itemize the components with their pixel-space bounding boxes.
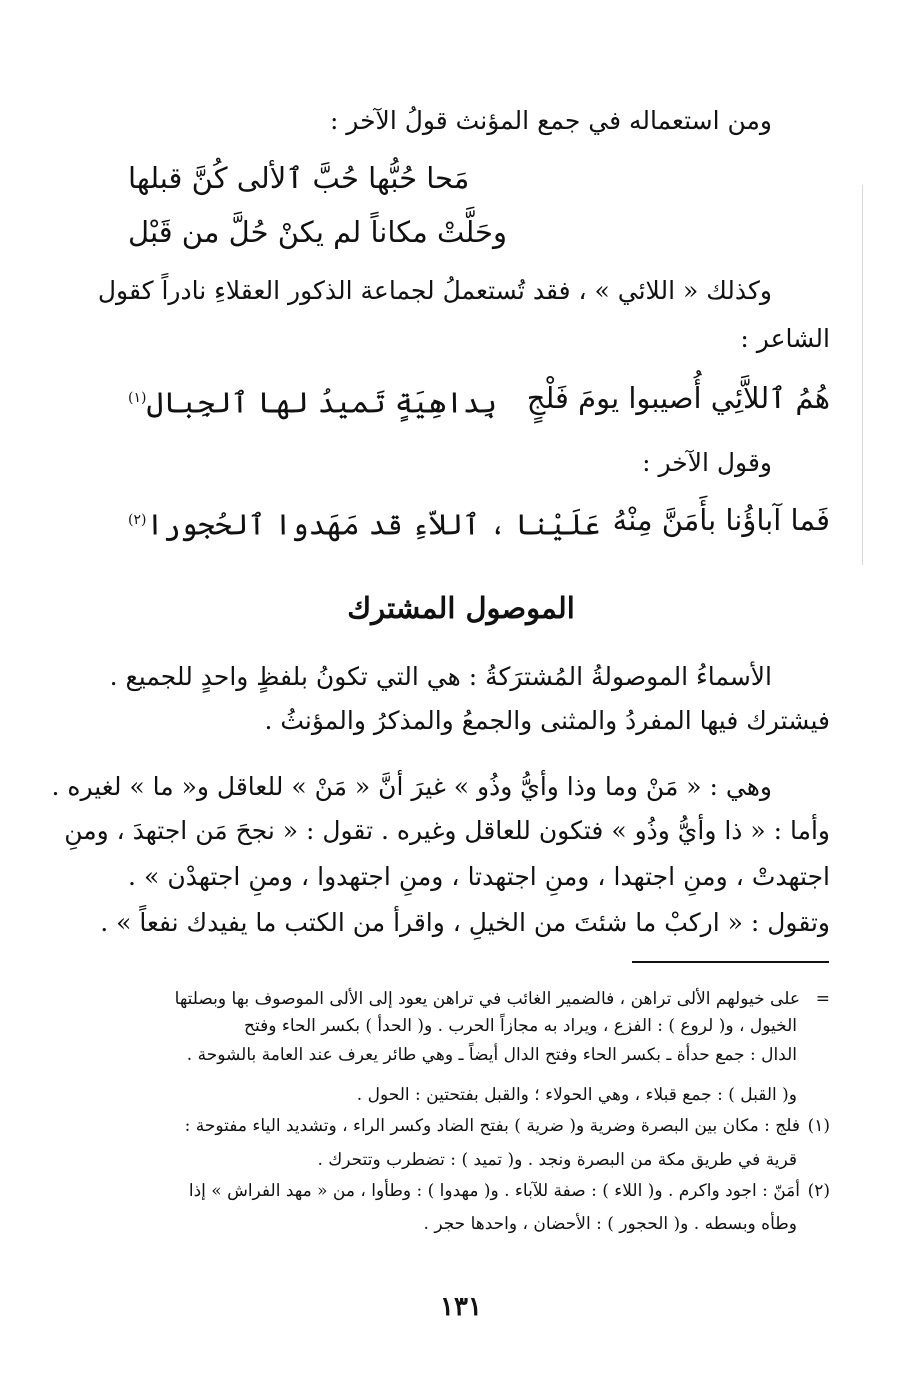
footnote-continued-line-2: الخيول ، و( لروع ) : الفزع ، ويراد به مجازاً الحرب . و( الحدأ ) بكسر الحاء وفتح (244, 1016, 797, 1036)
margin-rule (862, 185, 863, 565)
paragraph-allai-line-2: الشاعر : (740, 324, 830, 353)
verse-2-left-hemistich: بِداهِيَةٍ تَميدُ لها ٱلجِبال (146, 385, 497, 420)
footnote-2-line-2: وطأه وبسطه . و( الحجور ) : الأحضان ، واحدها حجر . (423, 1214, 797, 1234)
examples-line-4: وتقول : « اركبْ ما شئتَ من الخيلِ ، واقرأ من الكتب ما يفيدك نفعاً » . (100, 908, 830, 937)
footnote-continued-line-3: الدال : جمع حدأة ـ بكسر الحاء وفتح الدال أيضاً ـ وهي طائر يعرف عند العامة بالشوحة . (186, 1045, 797, 1065)
footnote-continuation-mark: = (815, 989, 830, 1009)
paragraph-other-poet: وقول الآخر : (642, 448, 772, 477)
verse-2-right-hemistich: هُمُ ٱللاَّئِي أُصيبوا يومَ فَلْجٍ (526, 381, 830, 415)
verse-3-left-hemistich: عَلَيْنا ، ٱللاّءِ قد مَهَدوا ٱلحُجورا (146, 507, 601, 542)
paragraph-allai-line-1: وكذلك « اللائي » ، فقد تُستعملُ لجماعة الذكور العقلاءِ نادراً كقول (97, 276, 772, 305)
examples-line-3: اجتهدتْ ، ومنِ اجتهدا ، ومنِ اجتهدتا ، ومنِ اجتهدوا ، ومنِ اجتهدْن » . (128, 862, 830, 891)
verse-1-hemistich-1: مَحا حُبُّها حُبَّ ٱلألى كُنَّ قبلها (128, 161, 470, 195)
verse-1-line-2 (128, 212, 830, 252)
verse-2 (128, 378, 830, 418)
footnote-1-line-2: قرية في طريق مكة من البصرة ونجد . و( تميد ) : تضطرب وتتحرك . (317, 1150, 797, 1170)
footnote-separator (632, 961, 829, 963)
examples-line-2: وأما : « ذا وأيُّ وذُو » فتكون للعاقل وغيره . تقول : « نجحَ مَن اجتهدَ ، ومنِ (64, 816, 830, 845)
footnote-continued-line-4: و( القبل ) : جمع قبلاء ، وهي الحولاء ؛ والقبل بفتحتين : الحول . (356, 1085, 797, 1105)
page-number: ١٣١ (440, 1292, 482, 1322)
verse-1-line-1 (128, 158, 830, 198)
footnote-1-line-1: (١)فلج : مكان بين البصرة وضرية و( ضرية ) بفتح الضاد وكسر الراء ، وتشديد الياء مفتوحة : (128, 1114, 830, 1139)
footnote-2-mark: (٢) (807, 1181, 830, 1201)
definition-line-2: فيشترك فيها المفردُ والمثنى والجمعُ والمذكرُ والمؤنثُ . (264, 706, 830, 735)
paragraph-intro: ومن استعماله في جمع المؤنث قولُ الآخر : (329, 106, 772, 135)
verse-1-hemistich-2: وحَلَّتْ مكاناً لم يكنْ حُلَّ من قَبْل (128, 215, 507, 249)
definition-line-1: الأسماءُ الموصولةُ المُشترَكةُ : هي التي تكونُ بلفظٍ واحدٍ للجميع . (109, 662, 772, 691)
section-heading: الموصول المشترك (347, 591, 575, 625)
footnote-2-line-1: (٢)أمَنّ : اجود واكرم . و( اللاء ) : صفة للآباء . و( مهدوا ) : وطأوا ، من « مهد الفراش » إذا (128, 1179, 830, 1204)
verse-3-right-hemistich: فَما آباؤُنا بأَمَنَّ مِنْهُ (612, 503, 830, 537)
verse-3 (128, 500, 830, 540)
examples-line-1: وهي : « مَنْ وما وذا وأيُّ وذُو » غيرَ أنَّ « مَنْ » للعاقل و« ما » لغيره . (51, 772, 772, 801)
footnote-continued-line-1: =على خيولهم الألى تراهن ، فالضمير الغائب في تراهن يعود إلى الألى الموصوف بها وبصلتها (128, 987, 830, 1012)
footnote-1-mark: (١) (807, 1116, 830, 1136)
footnote-ref-2: (٢) (128, 512, 147, 528)
footnote-ref-1: (١) (128, 390, 147, 406)
